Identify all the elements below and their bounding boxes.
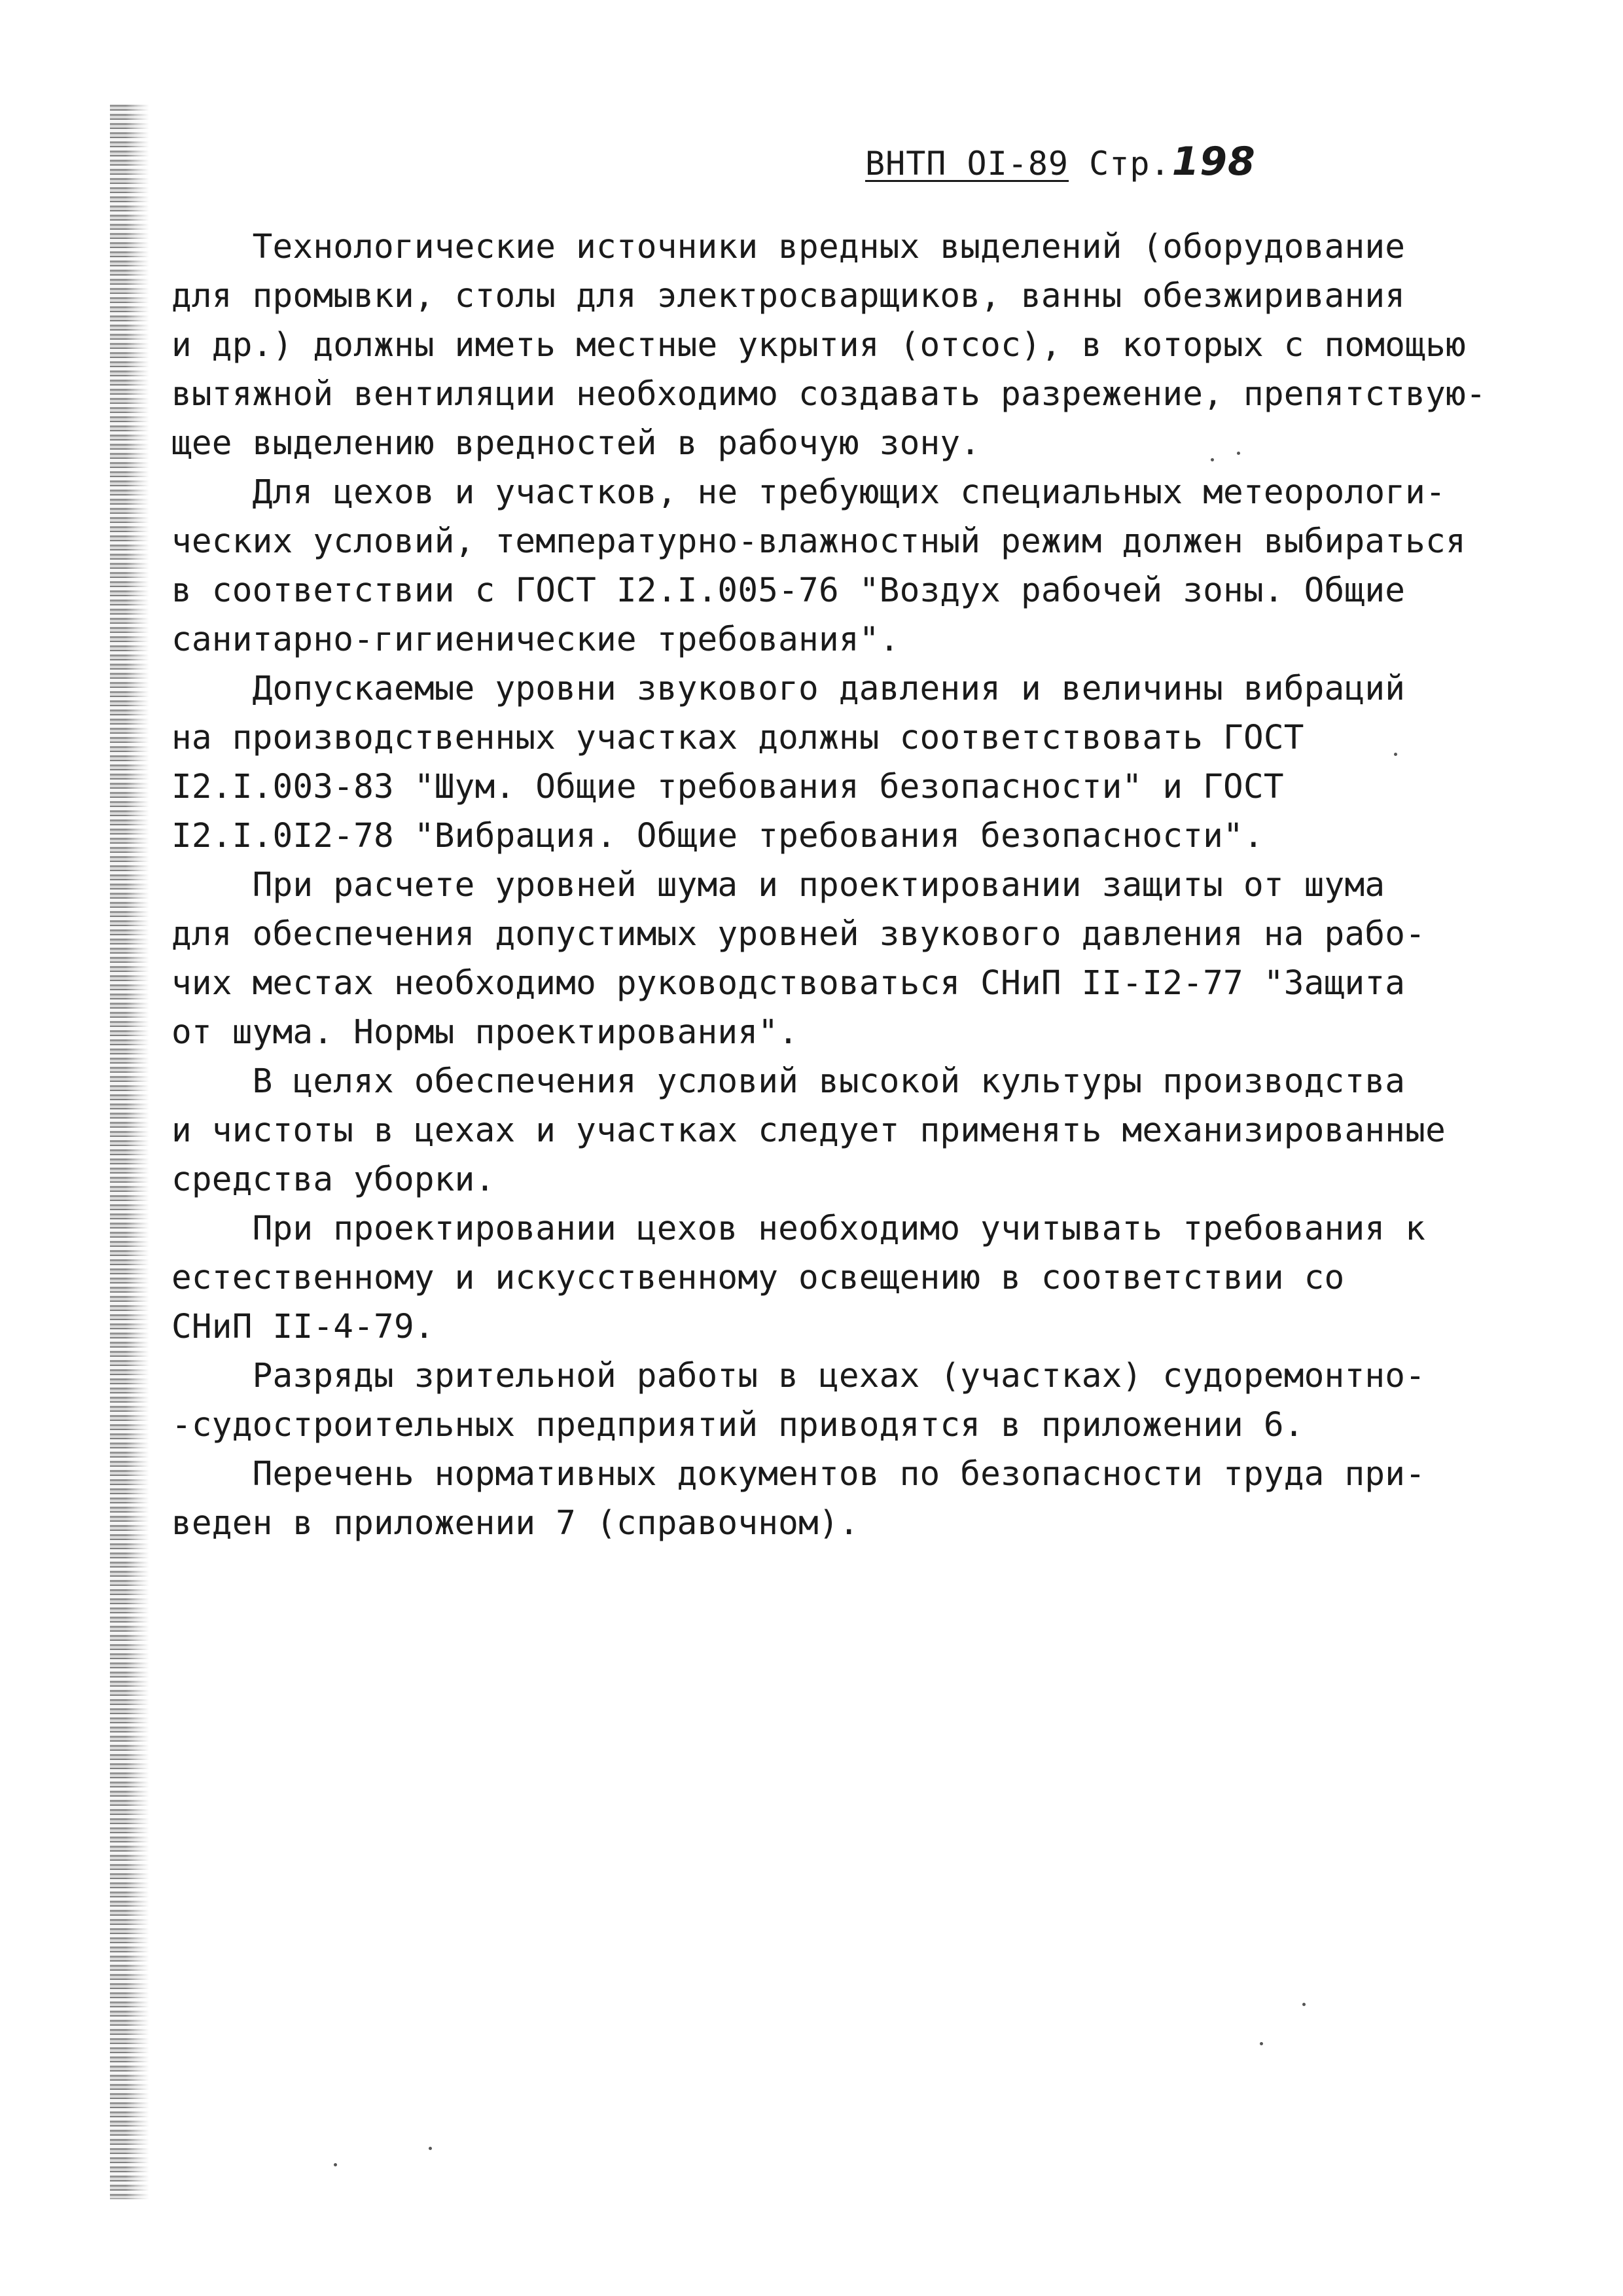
text-line: Разряды зрительной работы в цехах (участках) судоремонтно- xyxy=(171,1357,1426,1395)
text-line: щее выделению вредностей в рабочую зону. xyxy=(171,424,981,463)
text-line: При проектировании цехов необходимо учитывать требования к xyxy=(171,1210,1426,1248)
scan-speck xyxy=(429,2147,432,2150)
text-line: на производственных участках должны соответствовать ГОСТ xyxy=(171,719,1304,757)
text-line: веден в приложении 7 (справочном). xyxy=(171,1504,859,1543)
text-line: СНиП II-4-79. xyxy=(171,1308,435,1346)
text-line: Технологические источники вредных выделений (оборудование xyxy=(171,228,1406,266)
text-line: для обеспечения допустимых уровней звукового давления на рабо- xyxy=(171,915,1426,954)
text-line: При расчете уровней шума и проектировании защиты от шума xyxy=(171,866,1385,905)
text-line: ческих условий, температурно-влажностный режим должен выбираться xyxy=(171,522,1466,561)
scan-speck xyxy=(1302,2003,1306,2006)
text-line: -судостроительных предприятий приводятся в приложении 6. xyxy=(171,1406,1304,1444)
page-number: 198 xyxy=(1171,139,1256,185)
scan-speck xyxy=(1211,458,1214,461)
scan-binding-edge xyxy=(110,105,149,2199)
scan-speck xyxy=(334,2163,337,2166)
text-line: I2.I.0I2-78 "Вибрация. Общие требования безопасности". xyxy=(171,817,1264,855)
body-text xyxy=(171,223,1493,1548)
text-line: средства уборки. xyxy=(171,1160,495,1199)
text-line: вытяжной вентиляции необходимо создавать разрежение, препятствую- xyxy=(171,375,1486,414)
text-line: Перечень нормативных документов по безопасности труда при- xyxy=(171,1455,1426,1494)
text-line: Для цехов и участков, не требующих специальных метеорологи- xyxy=(171,473,1446,512)
text-line: естественному и искусственному освещению в соответствии со xyxy=(171,1259,1345,1297)
text-line: В целях обеспечения условий высокой культуры производства xyxy=(171,1062,1406,1101)
scan-speck xyxy=(1237,452,1240,455)
text-line: от шума. Нормы проектирования". xyxy=(171,1013,799,1052)
page-label xyxy=(1089,145,1170,183)
text-line: в соответствии с ГОСТ I2.I.005-76 "Воздух рабочей зоны. Общие xyxy=(171,571,1406,610)
scan-speck xyxy=(1260,2042,1263,2045)
text-line: I2.I.003-83 "Шум. Общие требования безопасности" и ГОСТ xyxy=(171,768,1284,806)
text-line: и др.) должны иметь местные укрытия (отсос), в которых с помощью xyxy=(171,326,1466,365)
page-label-text: Стр. xyxy=(1089,145,1171,183)
text-line: Допускаемые уровни звукового давления и величины вибраций xyxy=(171,670,1406,708)
text-line: для промывки, столы для электросварщиков, ванны обезжиривания xyxy=(171,277,1406,315)
text-line: чих местах необходимо руководствоваться СНиП II-I2-77 "Защита xyxy=(171,964,1406,1003)
text-line: санитарно-гигиенические требования". xyxy=(171,620,900,659)
text-line: и чистоты в цехах и участках следует применять механизированные xyxy=(171,1111,1446,1150)
page-header xyxy=(865,139,1256,185)
document-code: ВНТП ОI-89 xyxy=(865,145,1069,183)
scan-speck xyxy=(1394,753,1397,756)
